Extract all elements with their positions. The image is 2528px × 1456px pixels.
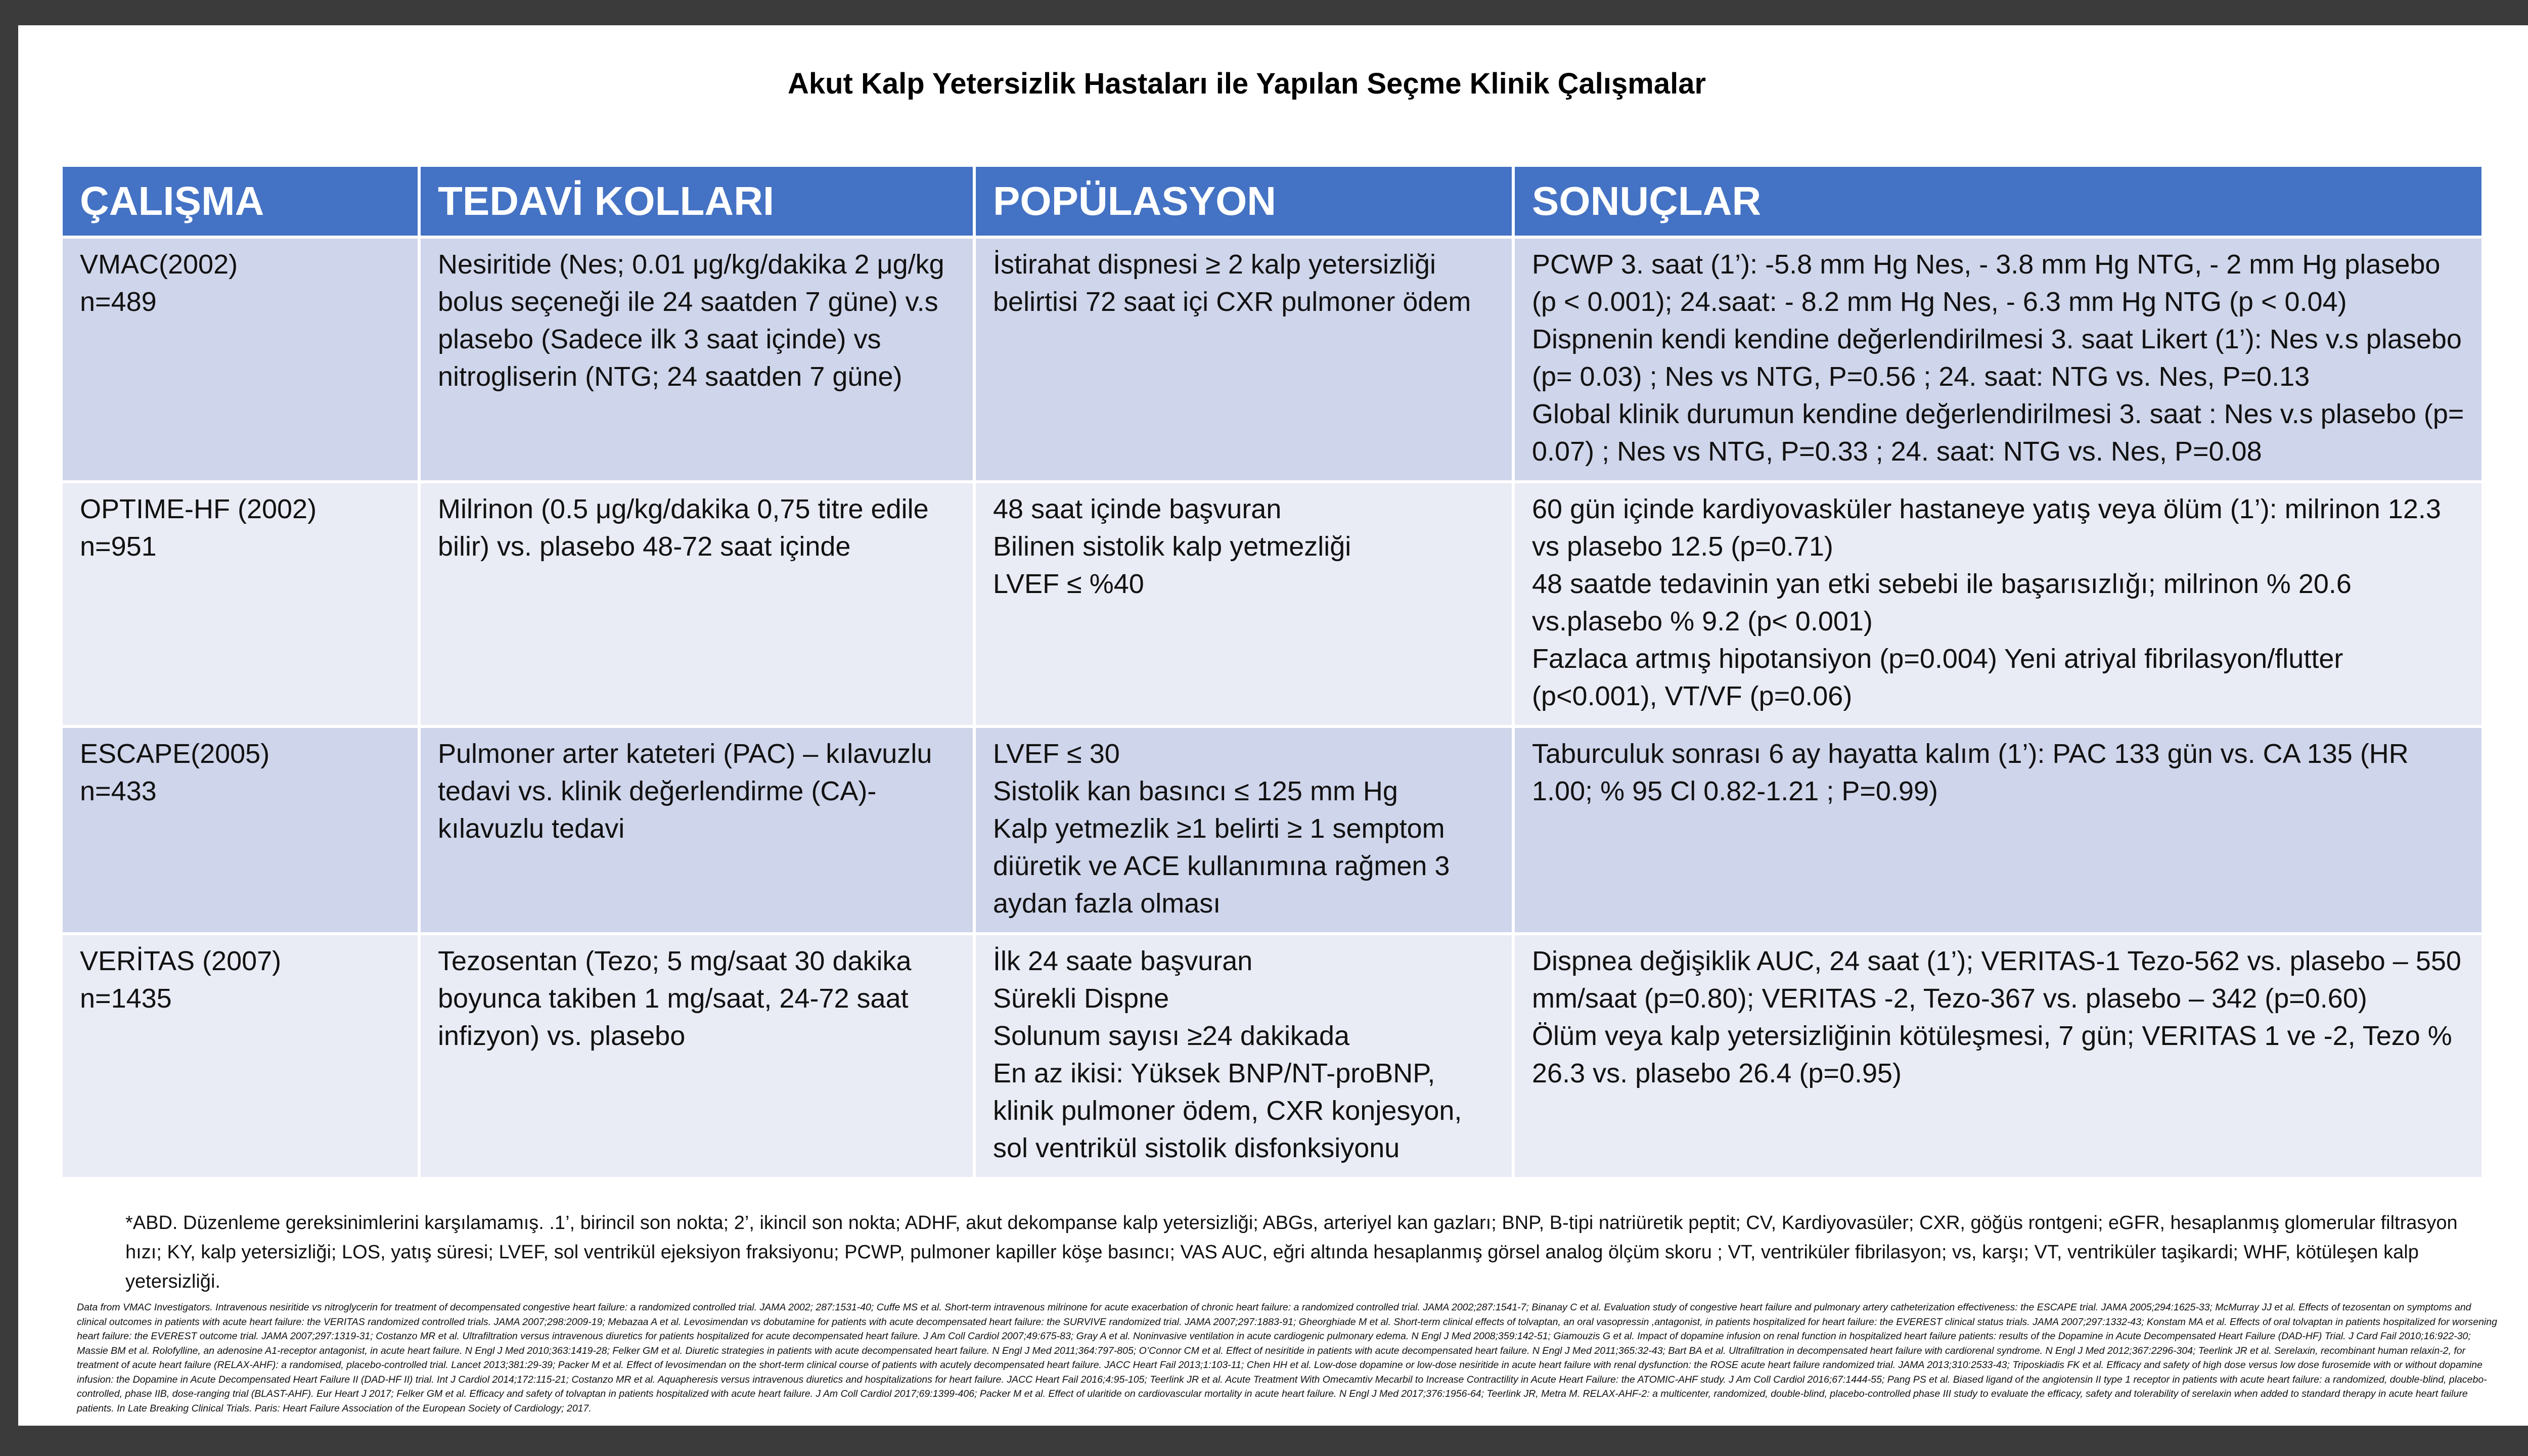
cell-results: 60 gün içinde kardiyovasküler hastaneye yatış veya ölüm (1’): milrinon 12.3 vs plasebo 12.5 (p=0.71) 48 saatde tedavinin yan etki sebebi ile başarısızlığı; milrinon % 20.6 vs.plasebo % 9.2 (p< 0.001) Fazlaca artmış hipotansiyon (p=0.004) Yeni atriyal fibrilasyon/flutter (p<0.001), VT/VF (p=0.06) xyxy=(1513,482,2483,726)
table-row-veritas xyxy=(61,934,2483,1178)
references-footnote: Data from VMAC Investigators. Intravenous nesiritide vs nitroglycerin for treatment of decompensated congestive heart failure: a randomized controlled trial. JAMA 2002; 287:1531-40; Cuffe MS et al. Short-term intravenous milrinone for acute exacerbation of chronic heart failure: a randomized controlled trial. JAMA 2002;287:1541-7; Binanay C et al. Evaluation study of congestive heart failure and pulmonary artery catheterization effectiveness: the ESCAPE trial. JAMA 2005;294:1625-33; McMurray JJ et al. Effects of tezosentan on symptoms and clinical outcomes in patients with acute heart failure: the VERITAS randomized controlled trials. JAMA 2007;298:2009-19; Mebazaa A et al. Levosimendan vs dobutamine for patients with acute decompensated heart failure: the SURVIVE randomized trial. JAMA 2007;297:1883-91; Gheorghiade M et al. Short-term clinical effects of tolvaptan, an oral vasopressin ,antagonist, in patients hospitalized for heart failure: the EVEREST clinical status trials. JAMA 2007;297:1332-43; Konstam MA et al. Effects of oral tolvaptan in patients hospitalized for worsening heart failure: the EVEREST outcome trial. JAMA 2007;297:1319-31; Costanzo MR et al. Ultrafiltration versus intravenous diuretics for patients hospitalized for acute decompensated heart failure. J Am Coll Cardiol 2007;49:675-83; Gray A et al. Noninvasive ventilation in acute cardiogenic pulmonary edema. N Engl J Med 2008;359:142-51; Giamouzis G et al. Impact of dopamine infusion on renal function in hospitalized heart failure patients: results of the Dopamine in Acute Decompensated Heart Failure (DAD-HF) Trial. J Card Fail 2010;16:922-30; Massie BM et al. Rolofylline, an adenosine A1-receptor antagonist, in acute heart failure. N Engl J Med 2010;363:1419-28; Felker GM et al. Diuretic strategies in patients with acute decompensated heart failure. N Engl J Med 2011;364:797-805; O’Connor CM et al. Effect of nesiritide in patients with acute decompensated heart failure. N Engl J Med 2011;365:32-43; Bart BA et al. Ultrafiltration in decompensated heart failure with cardiorenal syndrome. N Engl J Med 2012;367:2296-304; Teerlink JR et al. Serelaxin, recombinant human relaxin-2, for treatment of acute heart failure (RELAX-AHF): a randomised, placebo-controlled trial. Lancet 2013;381:29-39; Packer M et al. Effect of levosimendan on the short-term clinical course of patients with acutely decompensated heart failure. JACC Heart Fail 2013;1:103-11; Chen HH et al. Low-dose dopamine or low-dose nesiritide in acute heart failure with renal dysfunction: the ROSE acute heart failure randomized trial. JAMA 2013;310:2533-43; Triposkiadis FK et al. Efficacy and safety of high dose versus low dose furosemide with or without dopamine infusion: the Dopamine in Acute Decompensated Heart Failure II (DAD-HF II) trial. Int J Cardiol 2014;172:115-21; Costanzo MR et al. Aquapheresis versus intravenous diuretics and hospitalizations for heart failure. JACC Heart Fail 2016;4:95-105; Teerlink JR et al. Acute Treatment With Omecamtiv Mecarbil to Increase Contractility in Acute Heart Failure: the ATOMIC-AHF study. J Am Coll Cardiol 2016;67:1444-55; Pang PS et al. Biased ligand of the angiotensin II type 1 receptor in patients with acute heart failure: a randomized, double-blind, placebo-controlled, phase IIB, dose-ranging trial (BLAST-AHF). Eur Heart J 2017; Felker GM et al. Efficacy and safety of tolvaptan in patients hospitalized with acute heart failure. J Am Coll Cardiol 2017;69:1399-406; Packer M et al. Effect of ularitide on cardiovascular mortality in acute heart failure. N Engl J Med 2017;376:1956-64; Teerlink JR, Metra M. RELAX-AHF-2: a multicenter, randomized, double-blind, placebo-controlled phase III study to evaluate the efficacy, safety and tolerability of serelaxin when added to standard therapy in acute heart failure patients. In Late Breaking Clinical Trials. Paris: Heart Failure Association of the European Society of Cardiology; 2017. xyxy=(77,1302,2497,1414)
cell-results: Taburculuk sonrası 6 ay hayatta kalım (1’): PAC 133 gün vs. CA 135 (HR 1.00; % 95 Cl 0.82-1.21 ; P=0.99) xyxy=(1513,726,2483,934)
cell-treatment-arms: Pulmoner arter kateteri (PAC) – kılavuzlu tedavi vs. klinik değerlendirme (CA)- kılavuzlu tedavi xyxy=(419,726,974,934)
slide xyxy=(18,25,2528,1426)
header-treatment-arms: TEDAVİ KOLLARI xyxy=(419,165,974,237)
header-study: ÇALIŞMA xyxy=(61,165,419,237)
header-population: POPÜLASYON xyxy=(974,165,1513,237)
cell-study: ESCAPE(2005) n=433 xyxy=(61,726,419,934)
cell-population: İstirahat dispnesi ≥ 2 kalp yetersizliği belirtisi 72 saat içi CXR pulmoner ödem xyxy=(974,237,1513,482)
cell-population: İlk 24 saate başvuran Sürekli Dispne Solunum sayısı ≥24 dakikada En az ikisi: Yüksek BNP/NT-proBNP, klinik pulmoner ödem, CXR konjesyon, sol ventrikül sistolik disfonksiyonu xyxy=(974,934,1513,1178)
cell-treatment-arms: Nesiritide (Nes; 0.01 μg/kg/dakika 2 μg/kg bolus seçeneği ile 24 saatden 7 güne) v.s plasebo (Sadece ilk 3 saat içinde) vs nitrogliserin (NTG; 24 saatden 7 güne) xyxy=(419,237,974,482)
cell-results: PCWP 3. saat (1’): -5.8 mm Hg Nes, - 3.8 mm Hg NTG, - 2 mm Hg plasebo (p < 0.001); 24.saat: - 8.2 mm Hg Nes, - 6.3 mm Hg NTG (p < 0.04) Dispnenin kendi kendine değerlendirilmesi 3. saat Likert (1’): Nes v.s plasebo (p= 0.03) ; Nes vs NTG, P=0.56 ; 24. saat: NTG vs. Nes, P=0.13 Global klinik durumun kendine değerlendirilmesi 3. saat : Nes v.s plasebo (p= 0.07) ; Nes vs NTG, P=0.33 ; 24. saat: NTG vs. Nes, P=0.08 xyxy=(1513,237,2483,482)
cell-population: 48 saat içinde başvuran Bilinen sistolik kalp yetmezliği LVEF ≤ %40 xyxy=(974,482,1513,726)
cell-population: LVEF ≤ 30 Sistolik kan basıncı ≤ 125 mm Hg Kalp yetmezlik ≥1 belirti ≥ 1 semptom diüretik ve ACE kullanımına rağmen 3 aydan fazla olması xyxy=(974,726,1513,934)
table-header-row xyxy=(61,165,2483,237)
abbreviations-footnote: *ABD. Düzenleme gereksinimlerini karşılamamış. .1’, birincil son nokta; 2’, ikincil son nokta; ADHF, akut dekompanse kalp yetersizliği; ABGs, arteriyel kan gazları; BNP, B-tipi natriüretik peptit; CV, Kardiyovasüler; CXR, göğüs rontgeni; eGFR, hesaplanmış glomerular filtrasyon hızı; KY, kalp yetersizliği; LOS, yatış süresi; LVEF, sol ventrikül ejeksiyon fraksiyonu; PCWP, pulmoner kapiller köşe basıncı; VAS AUC, eğri altında hesaplanmış görsel analog ölçüm skoru ; VT, ventriküler fibrilasyon; vs, karşı; VT, ventriküler taşikardi; WHF, kötüleşen kalp yetersizliği. xyxy=(125,1212,2458,1292)
cell-study: VMAC(2002) n=489 xyxy=(61,237,419,482)
cell-treatment-arms: Milrinon (0.5 μg/kg/dakika 0,75 titre edile bilir) vs. plasebo 48-72 saat içinde xyxy=(419,482,974,726)
table-row-vmac xyxy=(61,237,2483,482)
slide-title: Akut Kalp Yetersizlik Hastaları ile Yapılan Seçme Klinik Çalışmalar xyxy=(787,67,1706,100)
table-row-optime-hf xyxy=(61,482,2483,726)
cell-study: OPTIME-HF (2002) n=951 xyxy=(61,482,419,726)
cell-treatment-arms: Tezosentan (Tezo; 5 mg/saat 30 dakika boyunca takiben 1 mg/saat, 24-72 saat infizyon) vs. plasebo xyxy=(419,934,974,1178)
cell-results: Dispnea değişiklik AUC, 24 saat (1’); VERITAS-1 Tezo-562 vs. plasebo – 550 mm/saat (p=0.80); VERITAS -2, Tezo-367 vs. plasebo – 342 (p=0.60) Ölüm veya kalp yetersizliğinin kötüleşmesi, 7 gün; VERITAS 1 ve -2, Tezo % 26.3 vs. plasebo 26.4 (p=0.95) xyxy=(1513,934,2483,1178)
cell-study: VERİTAS (2007) n=1435 xyxy=(61,934,419,1178)
header-results: SONUÇLAR xyxy=(1513,165,2483,237)
table-row-escape xyxy=(61,726,2483,934)
trials-table xyxy=(60,164,2485,1180)
